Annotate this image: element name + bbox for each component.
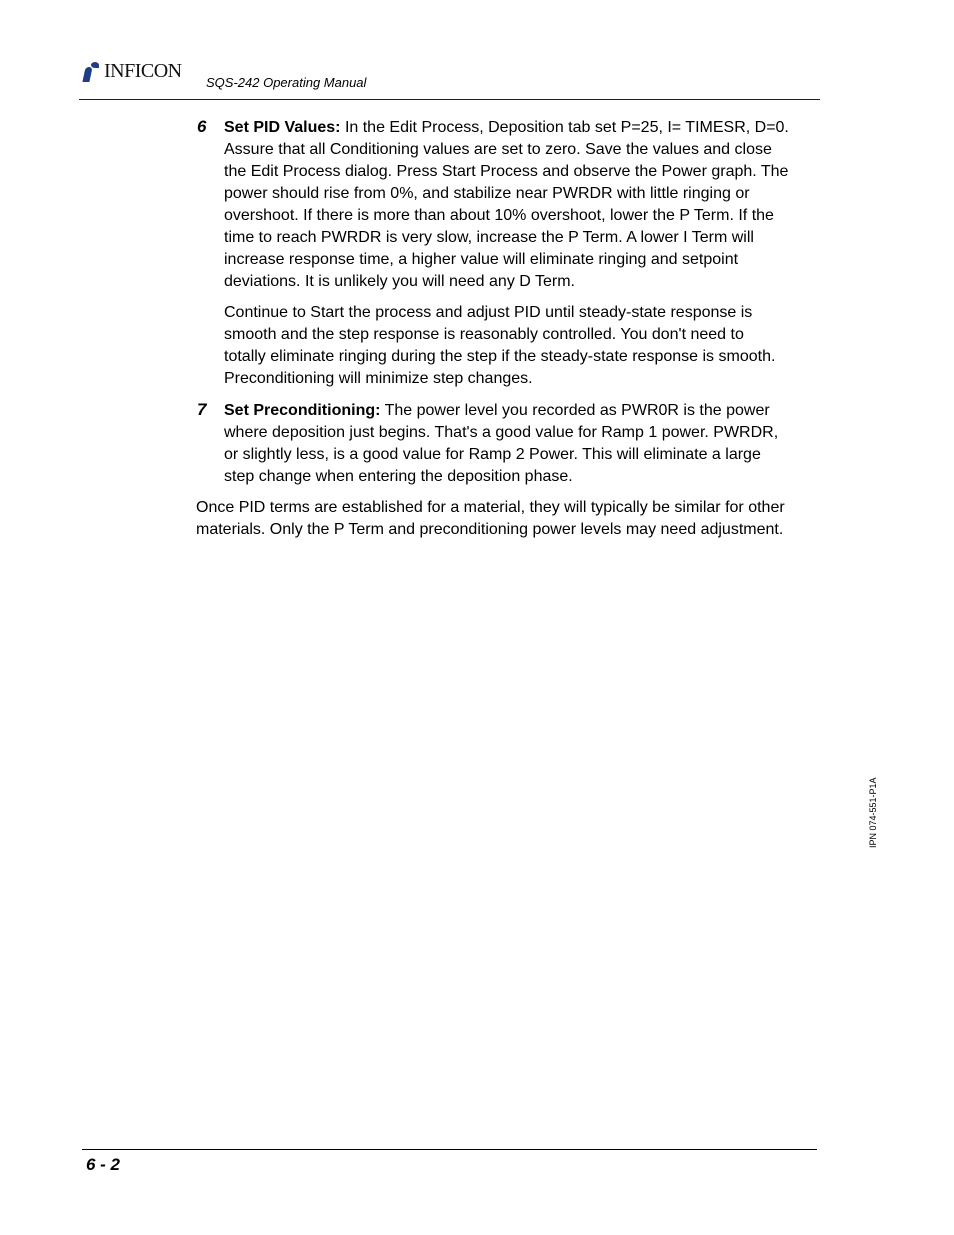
step-6-continuation <box>224 302 775 390</box>
closing-paragraph <box>196 497 785 541</box>
step-label: Set Preconditioning: <box>224 402 381 419</box>
text-line: totally eliminate ringing during the step if the steady-state response is smooth. <box>224 348 776 365</box>
step-number: 6 <box>197 117 207 136</box>
text-line: Assure that all Conditioning values are set to zero. Save the values and close <box>224 141 772 158</box>
text-line: deviations. It is unlikely you will need any D Term. <box>224 273 575 290</box>
step-number: 7 <box>197 400 207 419</box>
step-7-text <box>224 400 778 488</box>
text-line: or slightly less, is a good value for Ramp 2 Power. This will eliminate a large <box>224 446 761 463</box>
text-line: Preconditioning will minimize step changes. <box>224 370 533 387</box>
text-line: step change when entering the deposition phase. <box>224 468 573 485</box>
text-line: time to reach PWRDR is very slow, increase the P Term. A lower I Term will <box>224 229 754 246</box>
text-line: the Edit Process dialog. Press Start Process and observe the Power graph. The <box>224 163 789 180</box>
footer-rule <box>82 1149 817 1150</box>
logo-text: INFICON <box>104 60 182 82</box>
text-line: materials. Only the P Term and preconditioning power levels may need adjustment. <box>196 521 784 538</box>
text-line: The power level you recorded as PWR0R is the power <box>380 402 770 419</box>
text-line: increase response time, a higher value will eliminate ringing and setpoint <box>224 251 739 268</box>
text-line: power should rise from 0%, and stabilize near PWRDR with little ringing or <box>224 185 750 202</box>
text-line: where deposition just begins. That's a good value for Ramp 1 power. PWRDR, <box>224 424 779 441</box>
step-6-text <box>224 117 789 293</box>
document-title: SQS-242 Operating Manual <box>206 75 367 90</box>
header-rule <box>79 99 820 100</box>
text-line: In the Edit Process, Deposition tab set P=25, I= TIMESR, D=0. <box>340 119 789 136</box>
text-line: Once PID terms are established for a material, they will typically be similar for other <box>196 499 785 516</box>
page-number: 6 - 2 <box>86 1155 121 1174</box>
inficon-logo-icon <box>82 61 102 83</box>
text-line: smooth and the step response is reasonably controlled. You don't need to <box>224 326 744 343</box>
text-line: Continue to Start the process and adjust PID until steady-state response is <box>224 304 753 321</box>
ipn-label: IPN 074-551-P1A <box>868 777 878 848</box>
step-label: Set PID Values: <box>224 119 341 136</box>
inficon-logo <box>82 60 182 83</box>
text-line: overshoot. If there is more than about 10% overshoot, lower the P Term. If the <box>224 207 774 224</box>
